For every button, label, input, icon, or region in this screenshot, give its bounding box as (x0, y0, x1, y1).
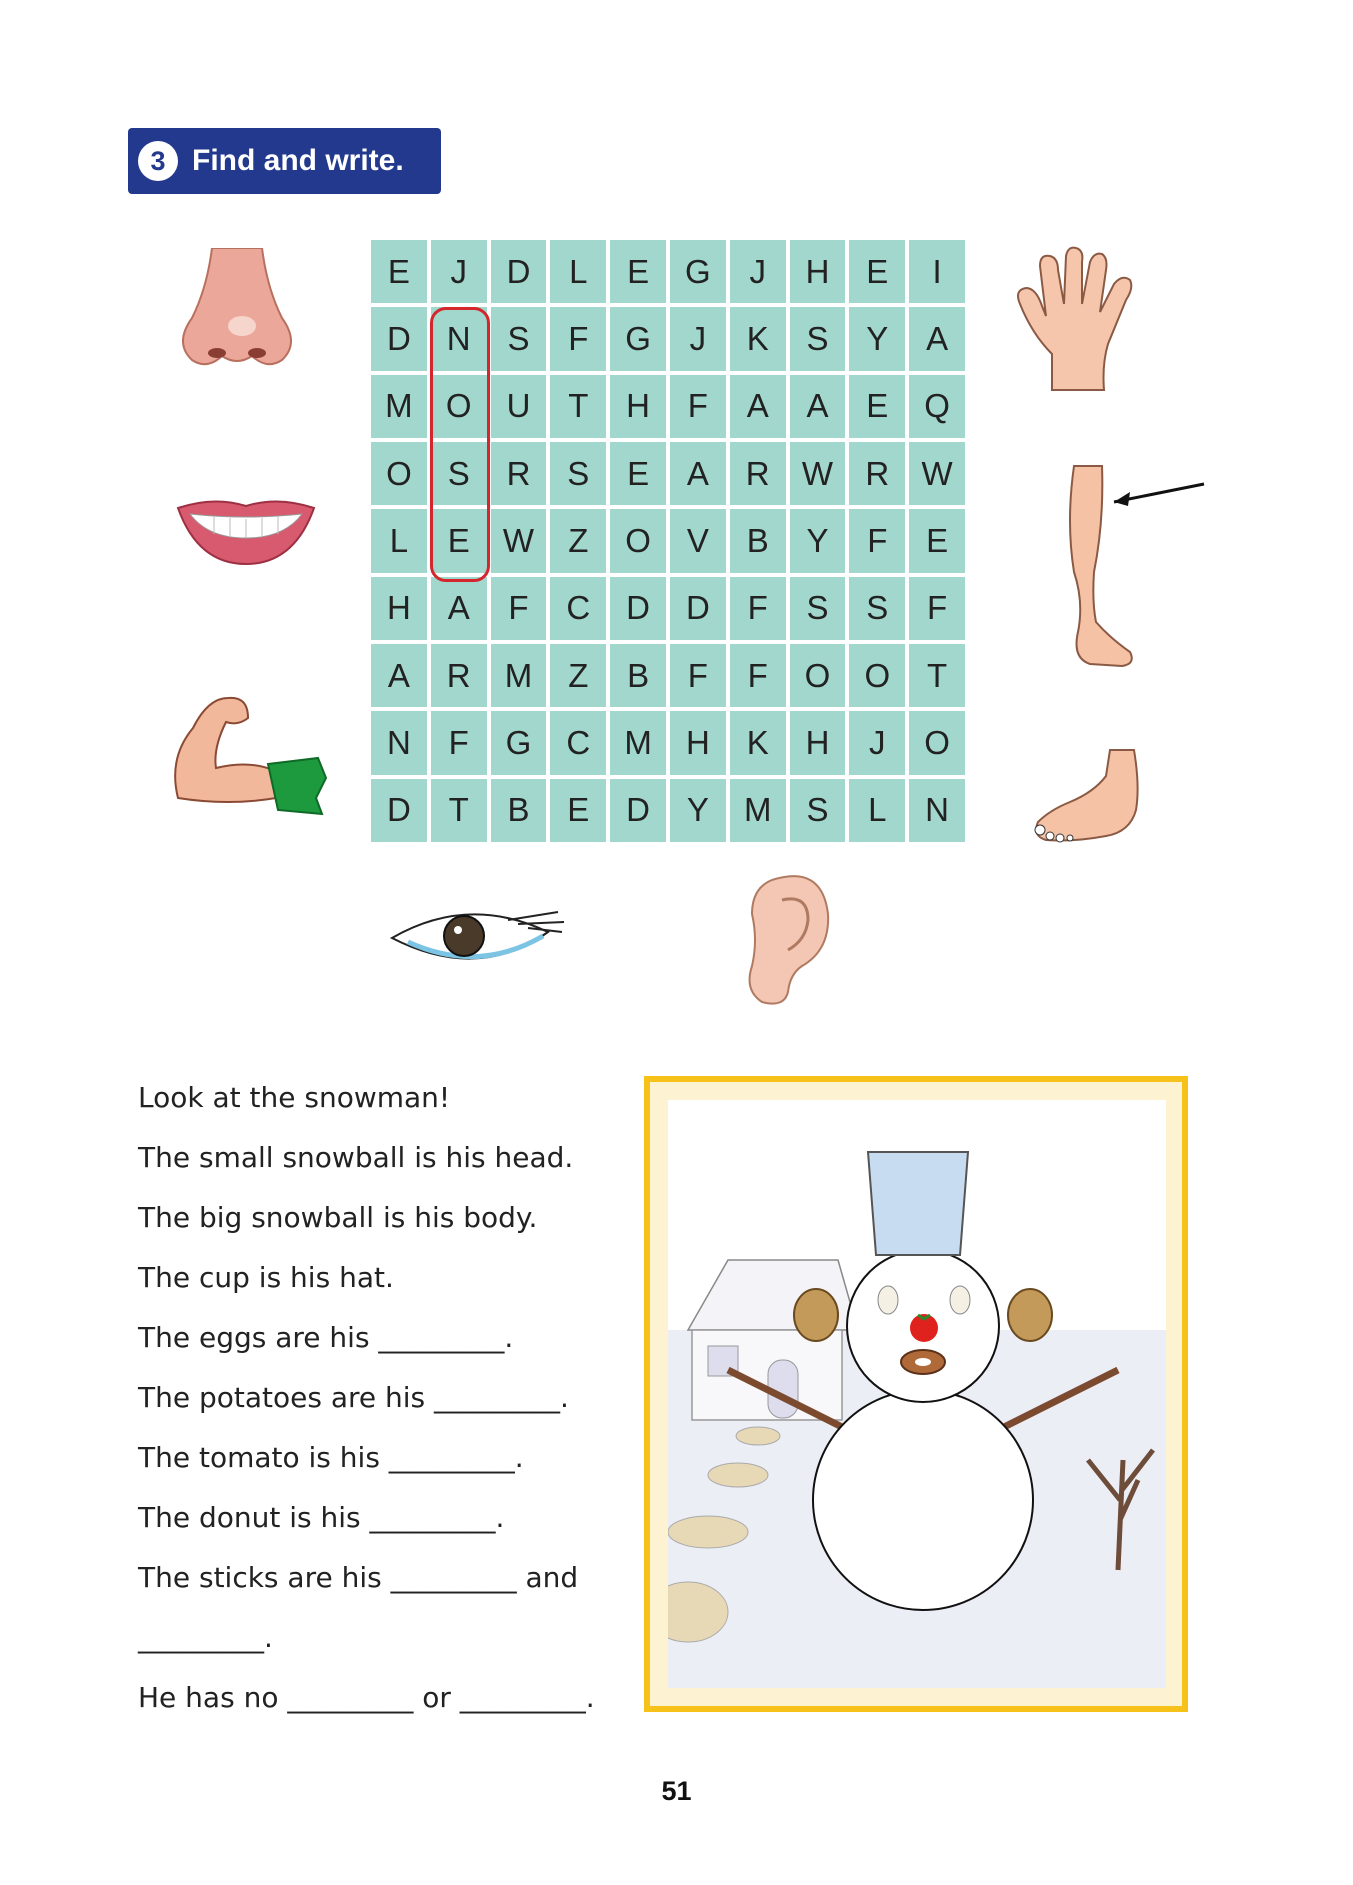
grid-cell[interactable]: L (371, 509, 427, 572)
grid-cell[interactable]: A (371, 644, 427, 707)
story-line: The big snowball is his body. (138, 1201, 538, 1234)
grid-cell[interactable]: M (730, 779, 786, 842)
grid-cell[interactable]: A (790, 375, 846, 438)
grid-cell[interactable]: J (849, 711, 905, 774)
grid-cell[interactable]: T (431, 779, 487, 842)
grid-cell[interactable]: S (849, 577, 905, 640)
grid-cell[interactable]: S (431, 442, 487, 505)
grid-cell[interactable]: H (610, 375, 666, 438)
grid-cell[interactable]: F (730, 577, 786, 640)
grid-cell[interactable]: E (550, 779, 606, 842)
snowman-illustration (668, 1100, 1166, 1688)
grid-cell[interactable]: O (790, 644, 846, 707)
fill-in-line[interactable]: The potatoes are his _________. (138, 1381, 569, 1414)
foot-icon (1030, 746, 1142, 846)
grid-cell[interactable]: T (550, 375, 606, 438)
grid-cell[interactable]: J (670, 307, 726, 370)
grid-cell[interactable]: E (431, 509, 487, 572)
fill-in-line[interactable]: The donut is his _________. (138, 1501, 505, 1534)
grid-cell[interactable]: M (491, 644, 547, 707)
eye-icon (388, 902, 566, 972)
fill-in-line[interactable]: The eggs are his _________. (138, 1321, 514, 1354)
grid-cell[interactable]: D (670, 577, 726, 640)
grid-cell[interactable]: B (730, 509, 786, 572)
grid-cell[interactable]: S (550, 442, 606, 505)
grid-cell[interactable]: L (550, 240, 606, 303)
grid-cell[interactable]: G (491, 711, 547, 774)
grid-cell[interactable]: W (909, 442, 965, 505)
story-text (138, 1068, 638, 1728)
grid-cell[interactable]: D (610, 577, 666, 640)
grid-cell[interactable]: J (431, 240, 487, 303)
arm-icon (168, 688, 328, 820)
grid-cell[interactable]: M (610, 711, 666, 774)
fill-in-line[interactable]: He has no _________ or _________. (138, 1681, 595, 1714)
grid-cell[interactable]: R (431, 644, 487, 707)
leg-icon (1066, 462, 1206, 668)
grid-cell[interactable]: Y (849, 307, 905, 370)
grid-cell[interactable]: T (909, 644, 965, 707)
grid-cell[interactable]: A (730, 375, 786, 438)
grid-cell[interactable]: F (670, 644, 726, 707)
fill-in-line[interactable]: _________. (138, 1621, 273, 1654)
grid-cell[interactable]: W (790, 442, 846, 505)
grid-cell[interactable]: Y (670, 779, 726, 842)
grid-cell[interactable]: M (371, 375, 427, 438)
grid-cell[interactable]: E (610, 240, 666, 303)
grid-cell[interactable]: G (610, 307, 666, 370)
grid-cell[interactable]: F (670, 375, 726, 438)
grid-cell[interactable]: O (431, 375, 487, 438)
grid-cell[interactable]: O (849, 644, 905, 707)
grid-cell[interactable]: N (909, 779, 965, 842)
grid-cell[interactable]: H (670, 711, 726, 774)
grid-cell[interactable]: R (491, 442, 547, 505)
grid-cell[interactable]: C (550, 711, 606, 774)
mouth-icon (174, 494, 318, 568)
grid-cell[interactable]: E (610, 442, 666, 505)
grid-cell[interactable]: D (491, 240, 547, 303)
grid-cell[interactable]: H (790, 240, 846, 303)
grid-cell[interactable]: E (371, 240, 427, 303)
grid-cell[interactable]: V (670, 509, 726, 572)
story-line: The small snowball is his head. (138, 1141, 574, 1174)
grid-cell[interactable]: D (610, 779, 666, 842)
grid-cell[interactable]: Z (550, 509, 606, 572)
grid-cell[interactable]: S (790, 307, 846, 370)
grid-cell[interactable]: K (730, 307, 786, 370)
grid-cell[interactable]: B (491, 779, 547, 842)
ear-icon (742, 870, 834, 1010)
grid-cell[interactable]: K (730, 711, 786, 774)
grid-cell[interactable]: U (491, 375, 547, 438)
grid-cell[interactable]: Q (909, 375, 965, 438)
grid-cell[interactable]: J (730, 240, 786, 303)
grid-cell[interactable]: S (491, 307, 547, 370)
grid-cell[interactable]: A (670, 442, 726, 505)
grid-cell[interactable]: I (909, 240, 965, 303)
grid-cell[interactable]: E (849, 240, 905, 303)
grid-cell[interactable]: F (550, 307, 606, 370)
page-number: 51 (661, 1776, 692, 1806)
grid-cell[interactable]: R (849, 442, 905, 505)
grid-cell[interactable]: O (909, 711, 965, 774)
hand-icon (1012, 244, 1136, 394)
grid-cell[interactable]: D (371, 307, 427, 370)
exercise-number: 3 (138, 141, 178, 181)
grid-cell[interactable]: A (431, 577, 487, 640)
story-line: The cup is his hat. (138, 1261, 394, 1294)
grid-cell[interactable]: S (790, 779, 846, 842)
fill-in-line[interactable]: The tomato is his _________. (138, 1441, 524, 1474)
grid-cell[interactable]: E (909, 509, 965, 572)
grid-cell[interactable]: F (730, 644, 786, 707)
story-line: Look at the snowman! (138, 1081, 451, 1114)
grid-cell[interactable]: E (849, 375, 905, 438)
grid-cell[interactable]: N (371, 711, 427, 774)
fill-in-line[interactable]: The sticks are his _________ and (138, 1561, 579, 1594)
grid-cell[interactable]: C (550, 577, 606, 640)
grid-cell[interactable]: F (431, 711, 487, 774)
grid-cell[interactable]: L (849, 779, 905, 842)
exercise-title: Find and write. (192, 144, 404, 177)
grid-cell[interactable]: R (730, 442, 786, 505)
grid-cell[interactable]: N (431, 307, 487, 370)
exercise-header (128, 128, 441, 194)
grid-cell[interactable]: H (790, 711, 846, 774)
grid-cell[interactable]: D (371, 779, 427, 842)
grid-cell[interactable]: O (371, 442, 427, 505)
grid-cell[interactable]: F (909, 577, 965, 640)
grid-cell[interactable]: F (849, 509, 905, 572)
grid-cell[interactable]: O (610, 509, 666, 572)
grid-cell[interactable]: Y (790, 509, 846, 572)
word-highlight (430, 307, 490, 582)
grid-cell[interactable]: F (491, 577, 547, 640)
grid-cell[interactable]: A (909, 307, 965, 370)
grid-cell[interactable]: Z (550, 644, 606, 707)
nose-icon (172, 248, 302, 374)
grid-cell[interactable]: H (371, 577, 427, 640)
grid-cell[interactable]: B (610, 644, 666, 707)
grid-cell[interactable]: W (491, 509, 547, 572)
grid-cell[interactable]: G (670, 240, 726, 303)
grid-cell[interactable]: S (790, 577, 846, 640)
